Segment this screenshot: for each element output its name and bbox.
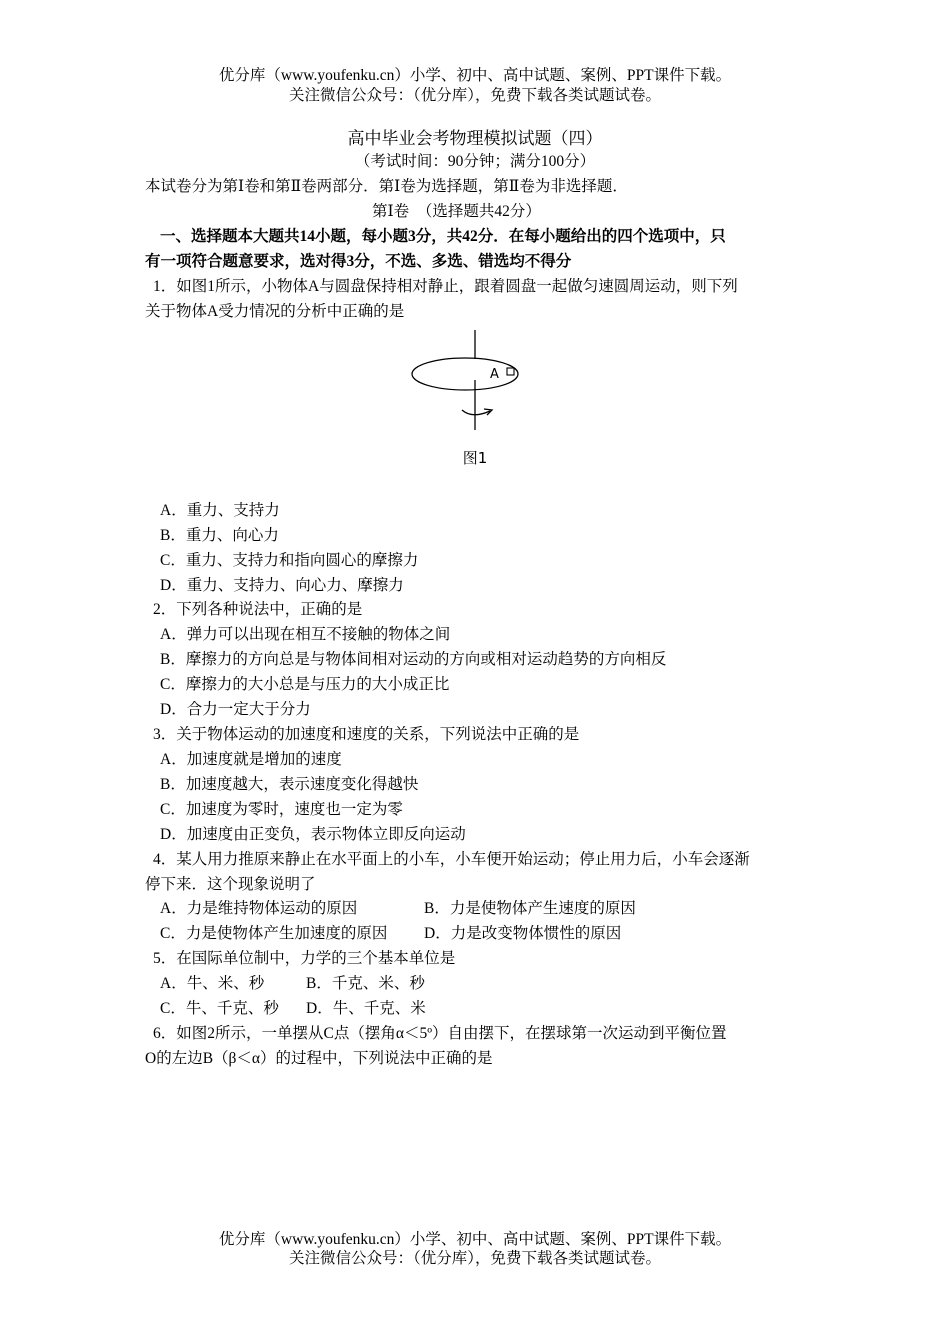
q5-option-c: C．牛、千克、秒 [160,1000,279,1017]
q1-option-b: B．重力、向心力 [160,527,279,544]
q2-option-a: A．弹力可以出现在相互不接触的物体之间 [160,626,451,643]
q3-option-c: C．加速度为零时，速度也一定为零 [160,801,403,818]
q2-option-d: D．合力一定大于分力 [160,701,311,718]
q4-option-c: C．力是使物体产生加速度的原因 [160,925,388,942]
header-line-2: 关注微信公众号：（优分库），免费下载各类试题试卷。 [288,87,661,104]
section-instruction-2: 有一项符合题意要求，选对得3分，不选、多选、错选均不得分 [145,253,572,270]
q3-option-b: B．加速度越大，表示速度变化得越快 [160,776,419,793]
q1-option-c: C．重力、支持力和指向圆心的摩擦力 [160,552,419,569]
part-one-heading: 第Ⅰ卷 （选择题共42分） [372,203,541,220]
q5-option-d: D．牛、千克、米 [306,1000,426,1017]
q3-option-d: D．加速度由正变负，表示物体立即反向运动 [160,826,466,843]
q3-stem: 3．关于物体运动的加速度和速度的关系，下列说法中正确的是 [153,726,580,743]
exam-title: 高中毕业会考物理模拟试题（四） [347,129,603,148]
q2-option-b: B．摩擦力的方向总是与物体间相对运动的方向或相对运动趋势的方向相反 [160,651,667,668]
q4-option-a: A．力是维持物体运动的原因 [160,900,358,917]
q5-stem: 5．在国际单位制中，力学的三个基本单位是 [153,950,456,967]
q5-option-b: B．千克、米、秒 [306,975,425,992]
exam-intro: 本试卷分为第Ⅰ卷和第Ⅱ卷两部分．第Ⅰ卷为选择题，第Ⅱ卷为非选择题． [145,178,628,195]
q5-option-a: A．牛、米、秒 [160,975,265,992]
q1-option-d: D．重力、支持力、向心力、摩擦力 [160,577,404,594]
q2-stem: 2．下列各种说法中，正确的是 [153,601,363,618]
object-a-box [507,368,514,375]
header-line-1: 优分库（www.youfenku.cn）小学、初中、高中试题、案例、PPT课件下载。 [218,67,732,84]
q4-stem-1: 4．某人用力推原来静止在水平面上的小车，小车便开始运动；停止用力后，小车会逐渐 [153,851,750,868]
q4-option-b: B．力是使物体产生速度的原因 [424,900,636,917]
figure-1-caption: 图1 [462,449,488,467]
exam-subtitle: （考试时间：90分钟；满分100分） [354,153,596,170]
q1-stem-1: 1．如图1所示，小物体A与圆盘保持相对静止，跟着圆盘一起做匀速圆周运动，则下列 [153,278,738,295]
object-a-label: A [490,367,499,382]
q2-option-c: C．摩擦力的大小总是与压力的大小成正比 [160,676,450,693]
q4-option-d: D．力是改变物体惯性的原因 [424,925,622,942]
q4-stem-2: 停下来．这个现象说明了 [145,876,316,893]
q3-option-a: A．加速度就是增加的速度 [160,751,342,768]
disc-ellipse [412,358,518,390]
section-instruction-1: 一、选择题本大题共14小题，每小题3分，共42分．在每小题给出的四个选项中，只 [160,228,726,245]
rotation-arrow-curve [462,410,490,415]
footer-line-1: 优分库（www.youfenku.cn）小学、初中、高中试题、案例、PPT课件下载。 [218,1231,732,1248]
q1-option-a: A．重力、支持力 [160,502,280,519]
figure-1-rotating-disc [410,325,540,465]
footer-line-2: 关注微信公众号：（优分库），免费下载各类试题试卷。 [288,1250,661,1267]
q6-stem-1: 6．如图2所示，一单摆从C点（摆角α＜5º）自由摆下，在摆球第一次运动到平衡位置 [153,1025,727,1042]
q1-stem-2: 关于物体A受力情况的分析中正确的是 [145,303,405,320]
q6-stem-2: O的左边B（β＜α）的过程中，下列说法中正确的是 [145,1050,493,1067]
